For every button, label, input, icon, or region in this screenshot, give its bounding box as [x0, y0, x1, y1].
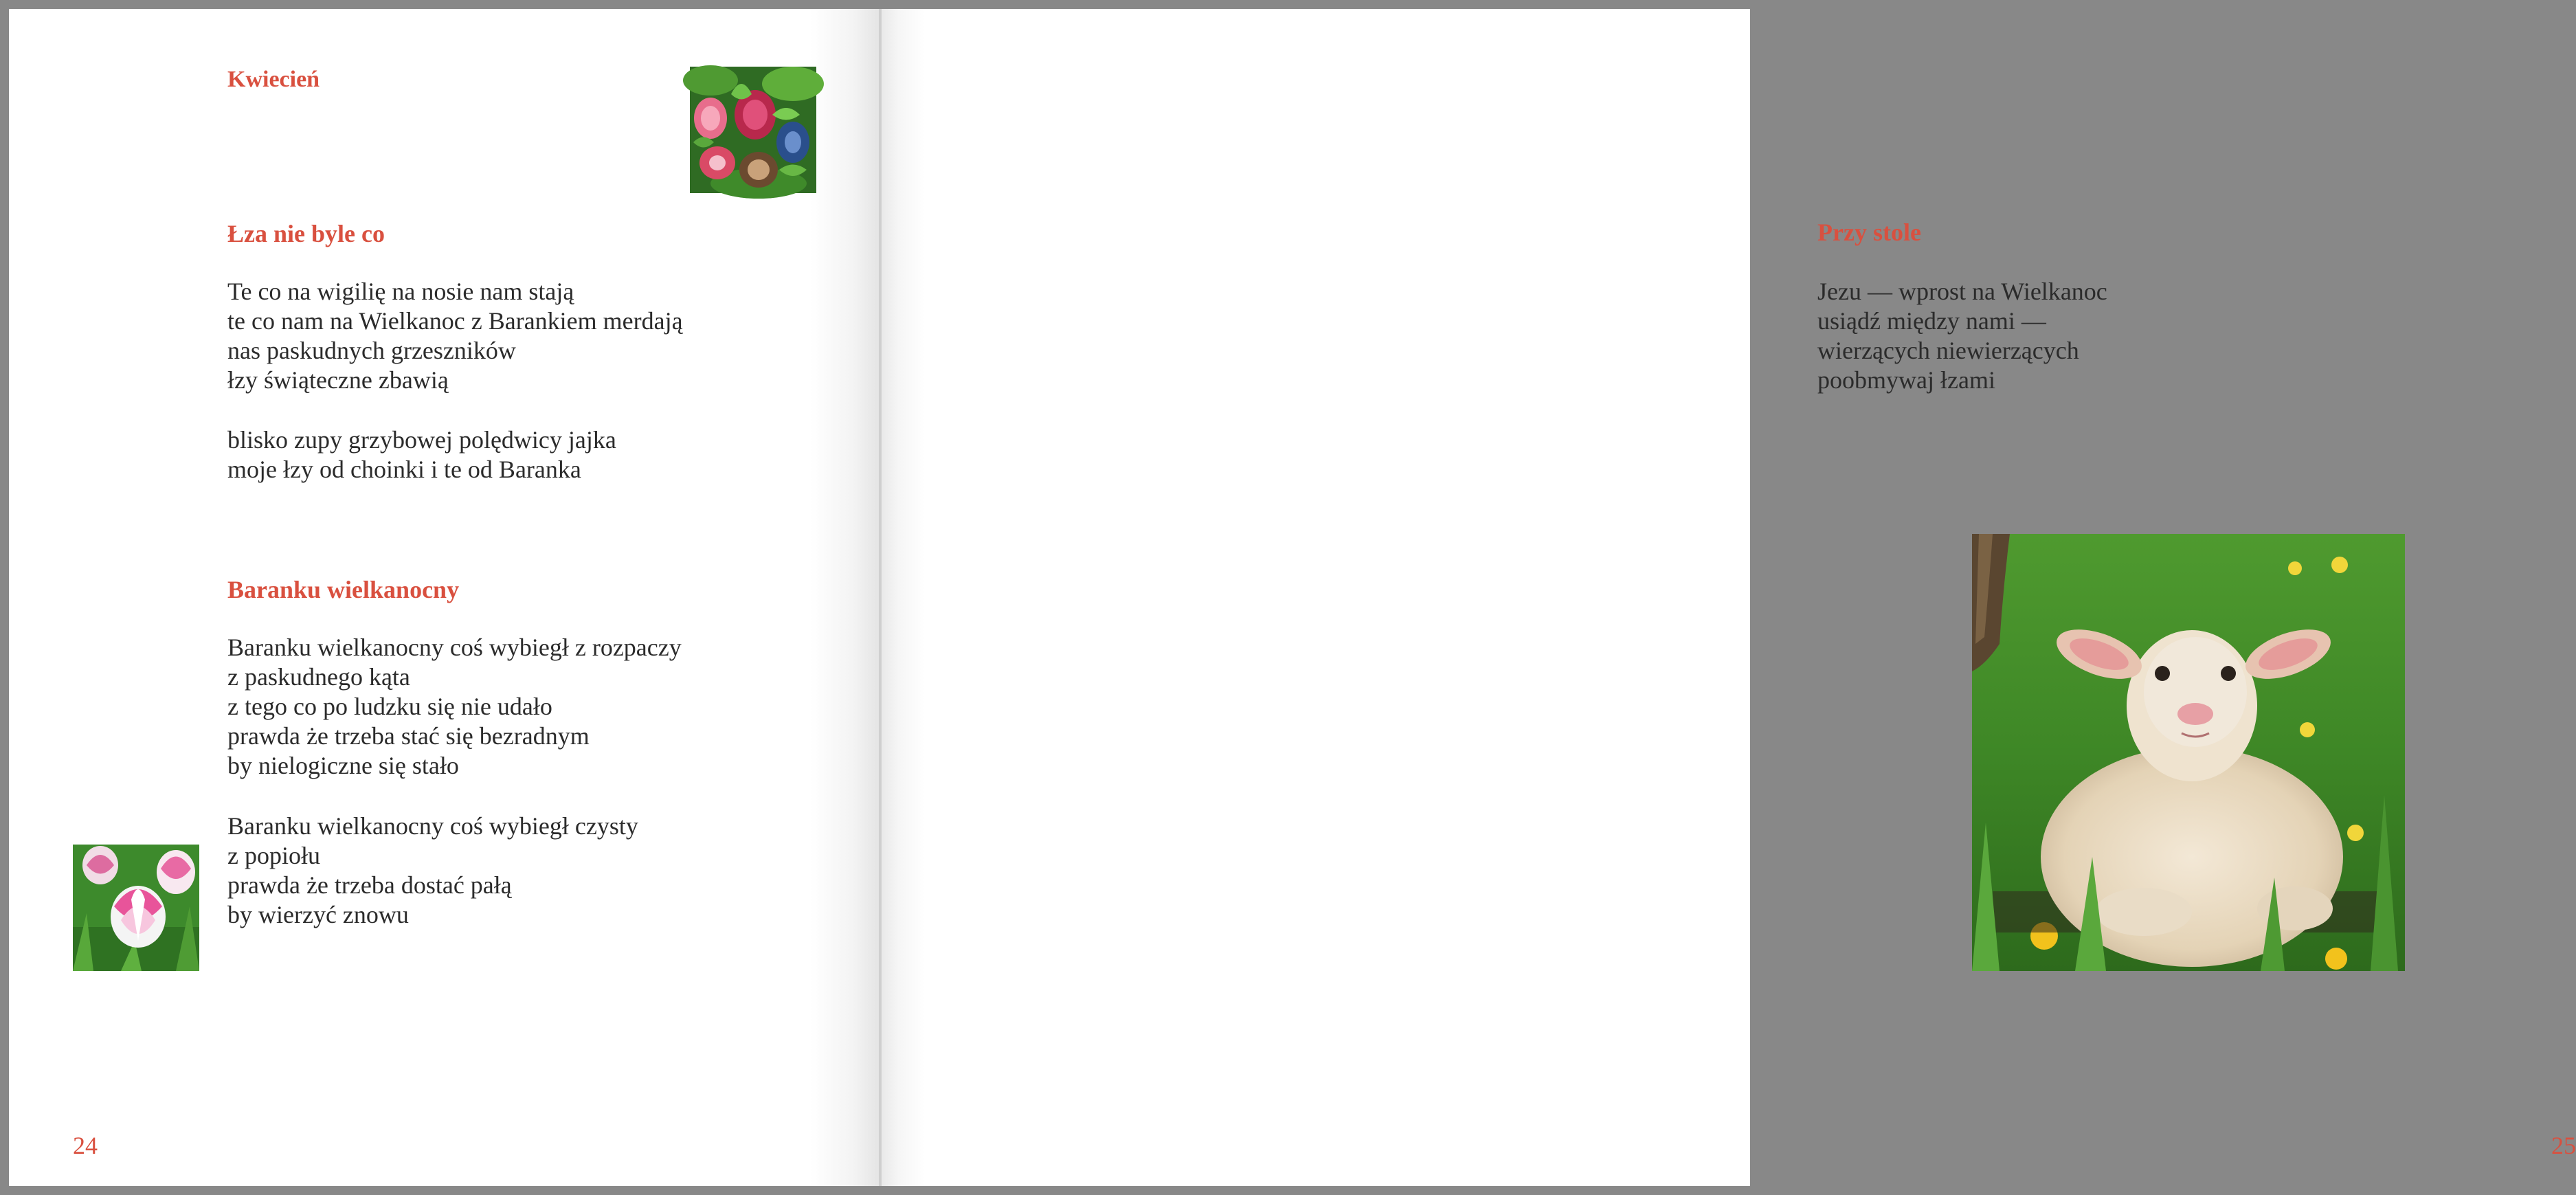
poem-line: by wierzyć znowu — [227, 901, 409, 928]
left-page — [9, 9, 880, 1186]
page-number: 24 — [73, 1132, 98, 1159]
book-spread — [9, 9, 2576, 1186]
poem-line: nas paskudnych grzeszników — [227, 337, 516, 364]
poem-line: Te co na wigilię na nosie nam stają — [227, 278, 574, 305]
poem-title: Baranku wielkanocny — [227, 576, 460, 603]
poem-stanza — [227, 425, 616, 484]
poem-line: te co nam na Wielkanoc z Barankiem merdają — [227, 307, 683, 335]
poem-line: moje łzy od choinki i te od Baranka — [227, 456, 581, 483]
poem-line: łzy świąteczne zbawią — [227, 366, 449, 394]
poem-line: Baranku wielkanocny coś wybiegł czysty — [227, 812, 638, 840]
right-page — [882, 9, 2576, 1186]
lamb-photo — [1972, 534, 2405, 971]
poem-line: Baranku wielkanocny coś wybiegł z rozpaczy — [227, 634, 682, 661]
poem-line: by nielogiczne się stało — [227, 752, 459, 779]
poem-title: Przy stole — [1817, 219, 1921, 246]
poem-stanza — [227, 277, 683, 395]
poem-stanza — [227, 633, 682, 781]
poem-line: z tego co po ludzku się nie udało — [227, 693, 552, 720]
poem-line: z popiołu — [227, 842, 320, 869]
poem-line: Jezu — wprost na Wielkanoc — [1817, 278, 2107, 305]
poem-line: prawda że trzeba stać się bezradnym — [227, 722, 590, 750]
page-number: 25 — [2551, 1132, 2576, 1159]
poem-line: prawda że trzeba dostać pałą — [227, 871, 512, 899]
easter-eggs-photo — [690, 67, 816, 193]
poem-stanza — [1817, 277, 2107, 395]
chapter-heading: Kwiecień — [227, 67, 320, 92]
poem-line: wierzących niewierzących — [1817, 337, 2079, 364]
poem-title: Łza nie byle co — [227, 220, 385, 247]
poem-stanza — [227, 812, 638, 930]
poem-line: usiądź między nami — — [1817, 307, 2046, 335]
poem-line: z paskudnego kąta — [227, 663, 410, 691]
poem-line: blisko zupy grzybowej polędwicy jajka — [227, 426, 616, 454]
poem-line: poobmywaj łzami — [1817, 366, 1995, 394]
tulips-photo — [73, 845, 199, 971]
